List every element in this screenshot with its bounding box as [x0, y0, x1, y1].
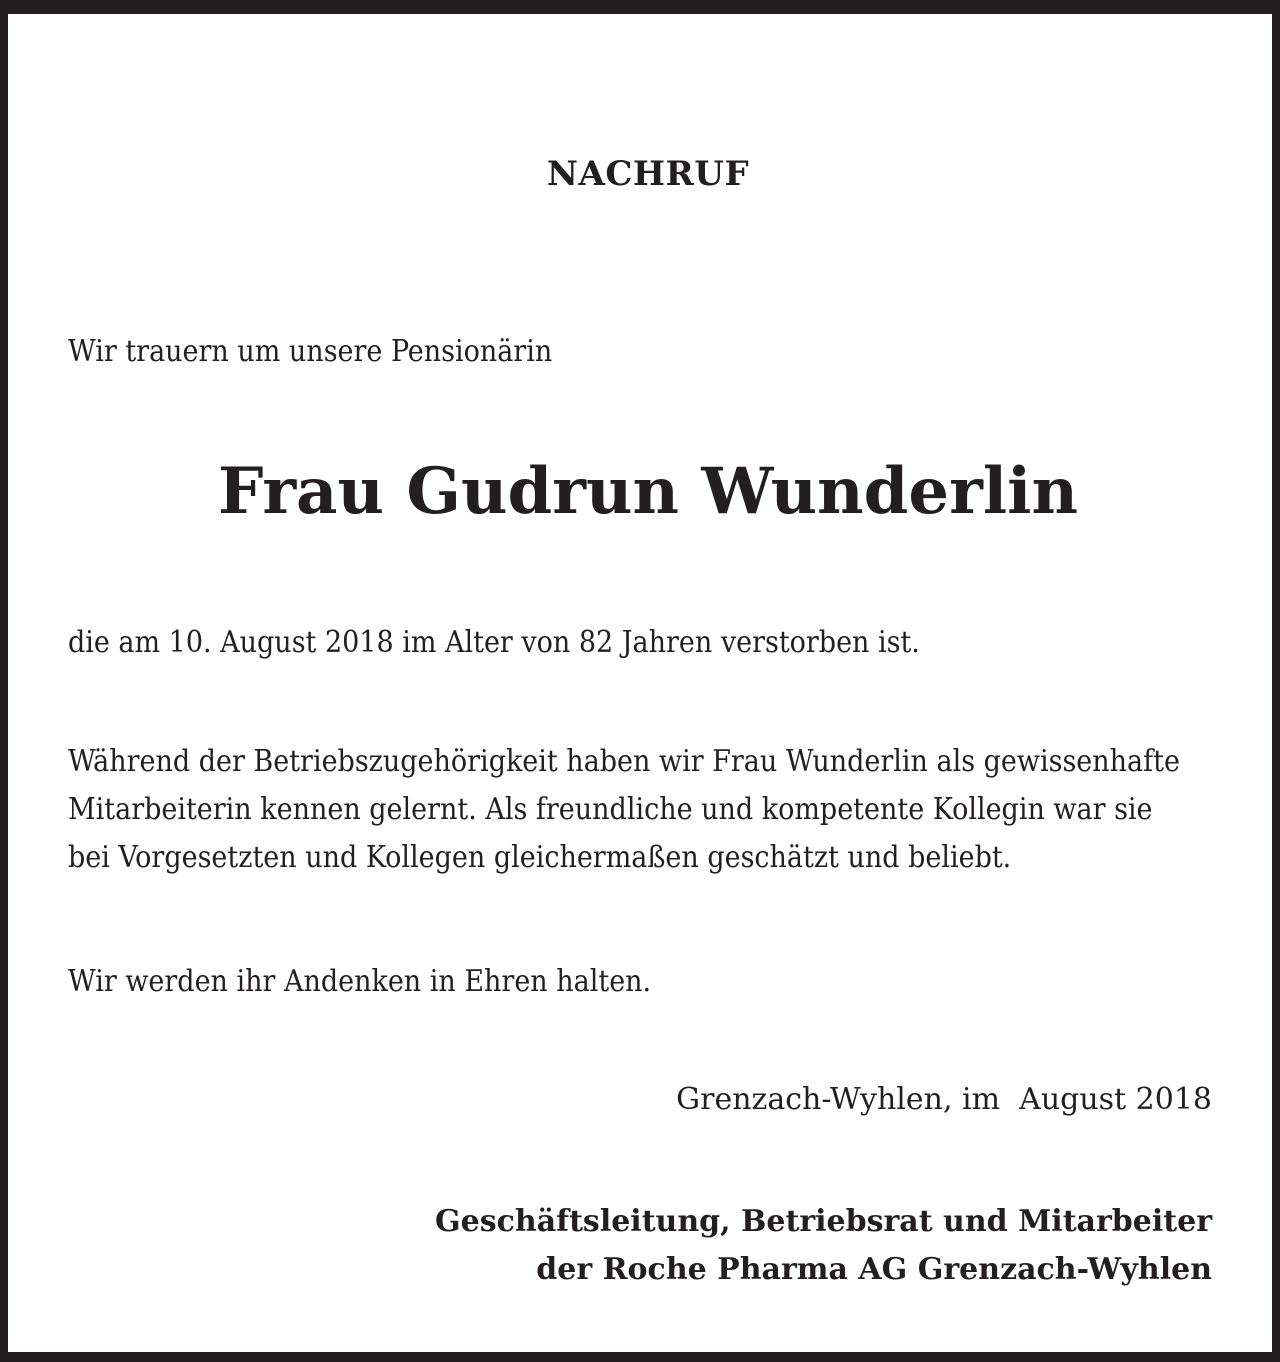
notice-heading: NACHRUF — [546, 154, 750, 194]
signature-line: Geschäftsleitung, Betriebsrat und Mitarbeiter — [435, 1204, 1212, 1239]
death-date-line: die am 10. August 2018 im Alter von 82 Jahren verstorben ist. — [68, 625, 920, 660]
tribute-line: Während der Betriebszugehörigkeit haben wir Frau Wunderlin als gewissenhafte — [68, 744, 1180, 779]
deceased-name: Frau Gudrun Wunderlin — [218, 454, 1078, 529]
signature-block — [435, 1198, 1212, 1294]
tribute-line: bei Vorgesetzten und Kollegen gleichermaßen geschätzt und beliebt. — [68, 840, 1012, 875]
intro-line: Wir trauern um unsere Pensionärin — [68, 334, 553, 369]
remembrance-line: Wir werden ihr Andenken in Ehren halten. — [68, 964, 652, 999]
signature-line: der Roche Pharma AG Grenzach-Wyhlen — [536, 1252, 1212, 1287]
tribute-line: Mitarbeiterin kennen gelernt. Als freundliche und kompetente Kollegin war sie — [68, 792, 1153, 827]
tribute-paragraph — [68, 738, 1180, 882]
place-and-date: Grenzach-Wyhlen, im August 2018 — [676, 1082, 1212, 1117]
